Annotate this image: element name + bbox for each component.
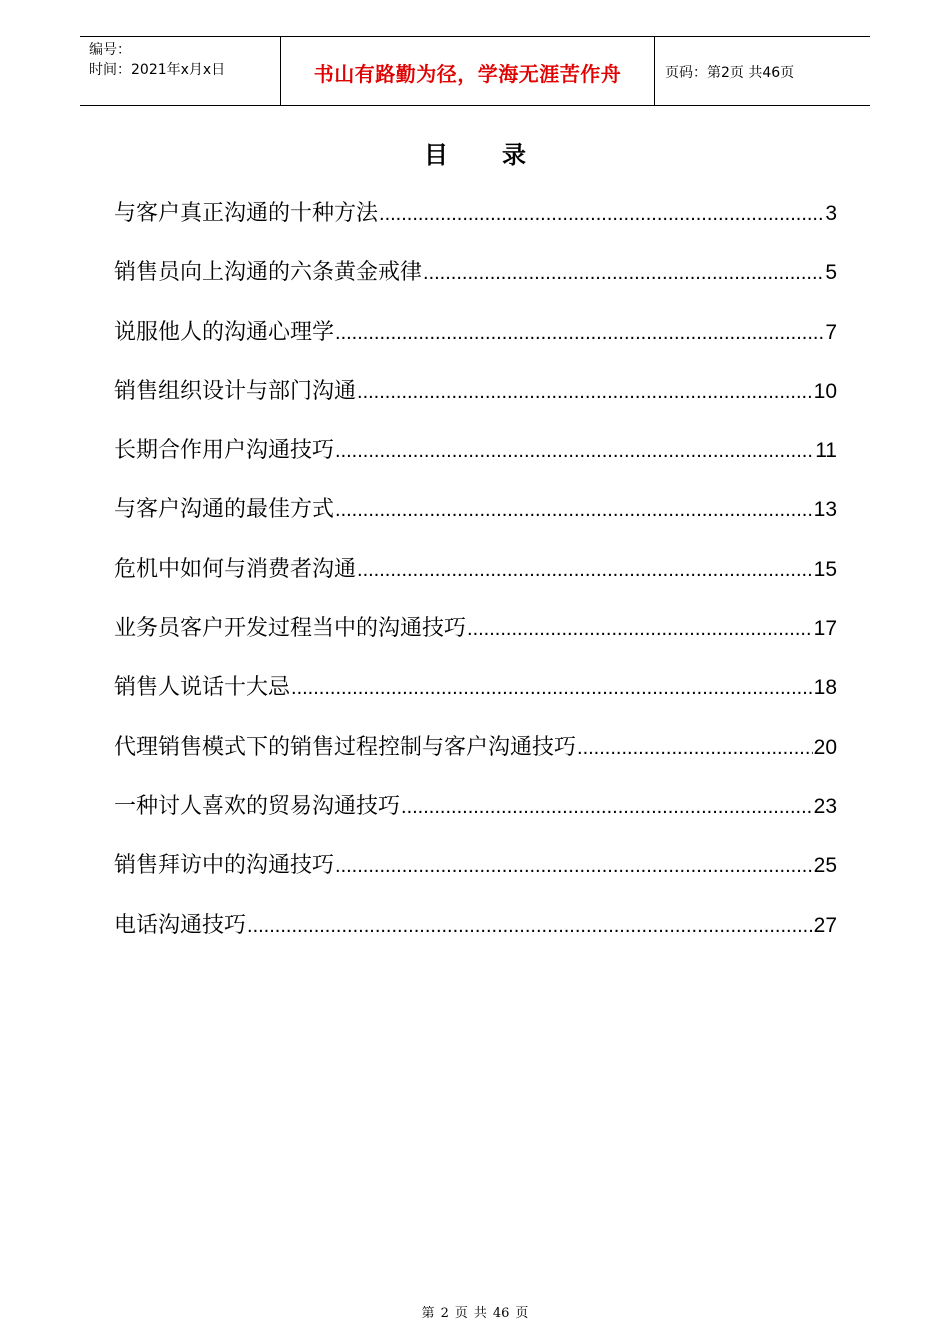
- toc-entry-page-number: 3: [825, 202, 837, 225]
- toc-entry-page-number: 11: [815, 439, 837, 463]
- toc-entry-label: 一种讨人喜欢的贸易沟通技巧: [114, 793, 401, 819]
- toc-entry-label: 电话沟通技巧: [114, 912, 247, 938]
- page-header: [80, 36, 870, 106]
- toc-entry-page-number: 27: [813, 913, 837, 937]
- toc-entry[interactable]: [114, 908, 837, 967]
- toc-leader-dots: [577, 730, 813, 766]
- page-footer: [0, 1302, 950, 1321]
- toc-entry[interactable]: [114, 552, 837, 611]
- toc-entry-label: 销售组织设计与部门沟通: [114, 378, 357, 404]
- toc-entry[interactable]: [114, 492, 837, 551]
- toc-entry-label: 销售员向上沟通的六条黄金戒律: [114, 260, 423, 286]
- toc-entry[interactable]: [114, 433, 837, 492]
- toc-leader-dots: [379, 196, 824, 232]
- toc-entry-page-number: 20: [813, 735, 837, 759]
- toc-leader-dots: [247, 908, 813, 944]
- toc-entry[interactable]: [114, 374, 837, 433]
- toc-leader-dots: [335, 433, 814, 469]
- toc-title: [0, 138, 950, 172]
- toc-leader-dots: [291, 670, 813, 706]
- toc-entry-label: 业务员客户开发过程当中的沟通技巧: [114, 616, 467, 642]
- toc-entry-page-number: 5: [825, 261, 837, 285]
- toc-entry-page-number: 7: [825, 320, 837, 344]
- footer-total-pages: 46: [492, 1306, 510, 1321]
- toc-leader-dots: [423, 255, 824, 291]
- footer-word-ye-2: 页: [515, 1306, 529, 1321]
- toc-entry-label: 销售人说话十大忌: [114, 675, 291, 701]
- toc-entry-page-number: 23: [813, 794, 837, 818]
- toc-entry-label: 危机中如何与消费者沟通: [114, 556, 357, 582]
- toc-entry[interactable]: [114, 255, 837, 314]
- toc-entry[interactable]: [114, 789, 837, 848]
- toc-leader-dots: [335, 492, 813, 528]
- toc-entry-label: 代理销售模式下的销售过程控制与客户沟通技巧: [114, 734, 577, 760]
- toc-leader-dots: [357, 552, 813, 588]
- toc-title-char-2: 录: [502, 140, 526, 169]
- toc-entry-page-number: 13: [813, 498, 837, 522]
- document-number-label: 编号：: [89, 42, 131, 58]
- toc-entry[interactable]: [114, 611, 837, 670]
- toc-entry-label: 说服他人的沟通心理学: [114, 319, 335, 345]
- header-meta: [80, 37, 281, 105]
- toc-entry[interactable]: [114, 848, 837, 907]
- toc-entry-label: 与客户沟通的最佳方式: [114, 497, 335, 523]
- toc-entry-page-number: 25: [813, 854, 837, 878]
- document-time-label: 时间：2021年x月x日: [89, 62, 226, 78]
- toc-title-char-1: 目: [424, 140, 448, 169]
- toc-entry-page-number: 10: [813, 379, 837, 403]
- toc-leader-dots: [335, 315, 824, 351]
- toc-entry-label: 长期合作用户沟通技巧: [114, 438, 335, 464]
- toc-leader-dots: [357, 374, 813, 410]
- footer-word-ye: 页: [454, 1306, 468, 1321]
- toc-entry-page-number: 18: [813, 676, 837, 700]
- toc-entry[interactable]: [114, 315, 837, 374]
- toc-entry[interactable]: [114, 196, 837, 255]
- toc-entry-label: 与客户真正沟通的十种方法: [114, 201, 379, 226]
- footer-current-page: 2: [440, 1306, 449, 1321]
- table-of-contents: [114, 196, 837, 967]
- toc-leader-dots: [335, 848, 813, 884]
- toc-entry[interactable]: [114, 670, 837, 729]
- header-motto: 书山有路勤为径，学海无涯苦作舟: [281, 37, 655, 105]
- toc-leader-dots: [467, 611, 813, 647]
- toc-entry-label: 销售拜访中的沟通技巧: [114, 853, 335, 879]
- toc-entry-page-number: 17: [813, 617, 837, 641]
- footer-word-gong: 共: [473, 1306, 487, 1321]
- toc-entry-page-number: 15: [813, 557, 837, 581]
- header-page-info: 页码：第2页 共46页: [665, 65, 795, 81]
- toc-entry[interactable]: [114, 730, 837, 789]
- toc-leader-dots: [401, 789, 813, 825]
- footer-word-di: 第: [421, 1306, 435, 1321]
